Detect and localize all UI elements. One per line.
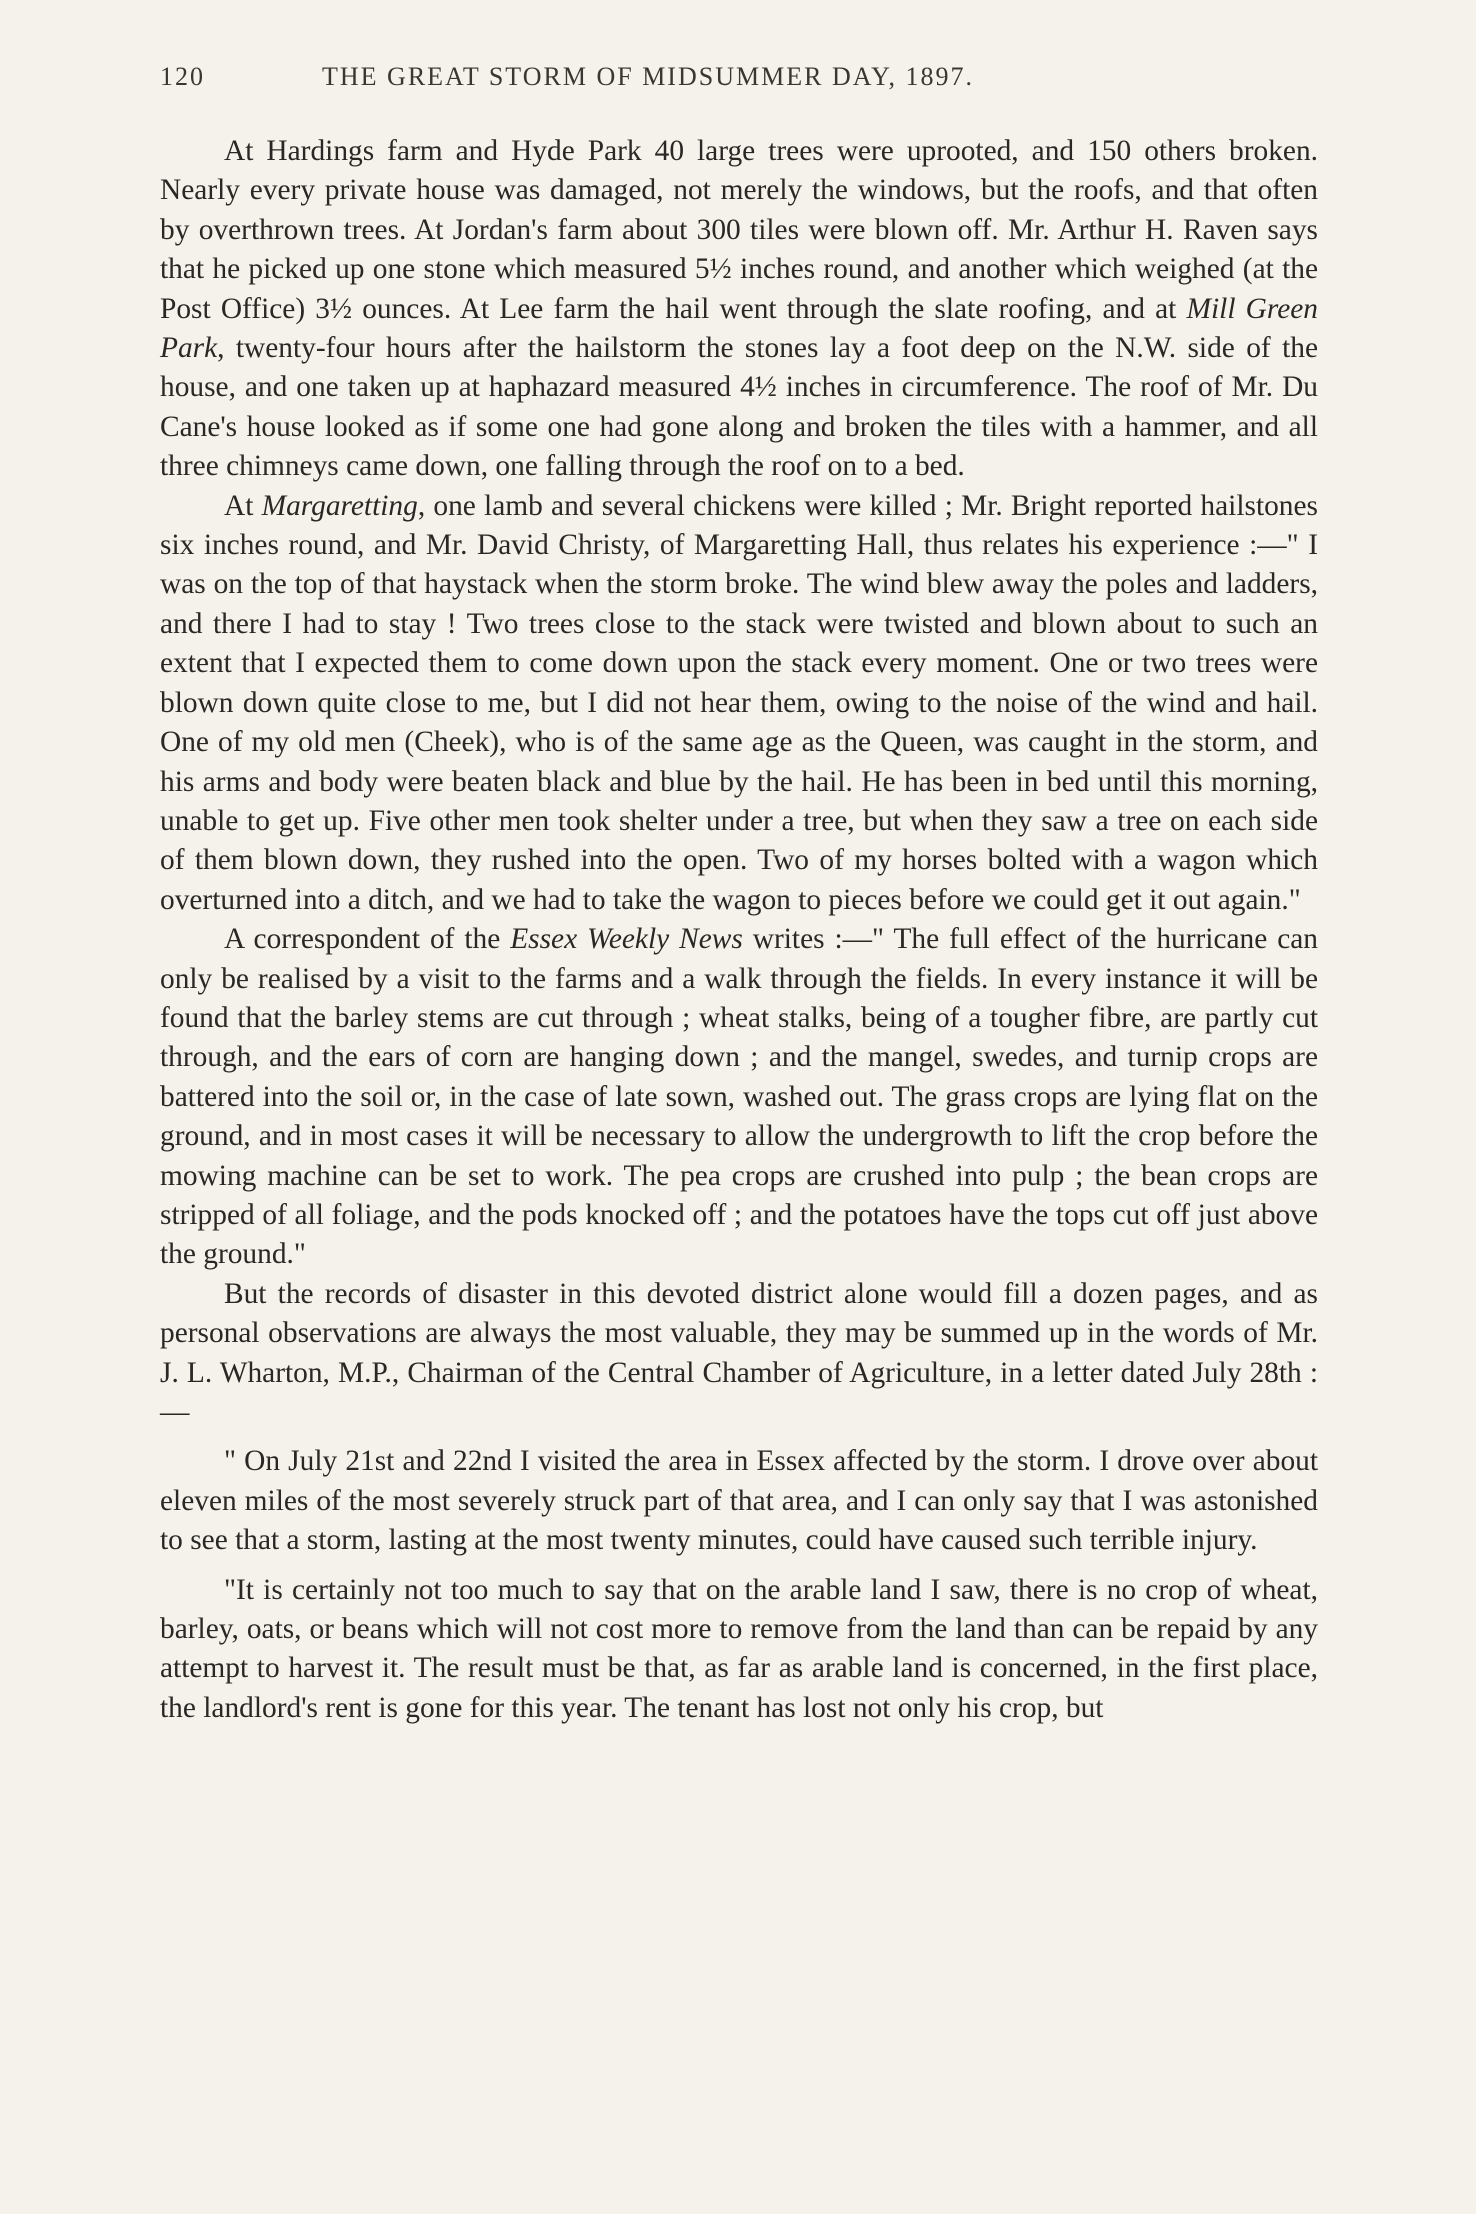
- page-number: 120: [160, 62, 205, 91]
- text-run: " On July 21st and 22nd I visited the area in Essex affected by the storm. I drove over about eleven miles of the most severely struck part of that area, and I can only say that I was astonished to see that a storm, lasting at the most twenty minutes, could have caused such terrible injury.: [160, 1445, 1318, 1557]
- paragraph: [160, 487, 1318, 920]
- italic-phrase: Mill Green Park: [160, 292, 1319, 365]
- text-run: But the records of disaster in this devoted district alone would fill a dozen pages, and as personal observations are always the most valuable, they may be summed up in the words of Mr. J. L. Wharton, M.P., Chairman of the Central Chamber of Agriculture, in a letter dated July 28th :—: [160, 1277, 1318, 1428]
- italic-phrase: Essex Weekly News: [510, 923, 743, 956]
- text-run: writes :—" The full effect of the hurricane can only be realised by a visit to the farms and a walk through the fields. In every instance it will be found that the barley stems are cut through ; wheat stalks, being of a tougher fibre, are partly cut through, and the ears of corn are hanging down ; and the mangel, swedes, and turnip crops are battered into the soil or, in the case of late sown, washed out. The grass crops are lying flat on the ground, and in most cases it will be necessary to allow the undergrowth to lift the crop before the mowing machine can be set to work. The pea crops are crushed into pulp ; the bean crops are stripped of all foliage, and the pods knocked off ; and the potatoes have the tops cut off just above the ground.": [160, 923, 1319, 1271]
- text-run: At Hardings farm and Hyde Park 40 large trees were uprooted, and 150 others broken. Nearly every private house was damaged, not merely the windows, but the roofs, and that often by overthrown trees. At Jordan's farm about 300 tiles were blown off. Mr. Arthur H. Raven says that he picked up one stone which measured 5½ inches round, and another which weighed (at the Post Office) 3½ ounces. At Lee farm the hail went through the slate roofing, and at: [160, 135, 1318, 325]
- paragraph: [160, 920, 1318, 1275]
- text-run: A correspondent of the: [224, 923, 511, 956]
- paragraph: [160, 1571, 1318, 1729]
- page-header: [160, 62, 1320, 102]
- text-run: , twenty-four hours after the hailstorm the stones lay a foot deep on the N.W. side of the house, and one taken up at haphazard measured 4½ inches in circumference. The roof of Mr. Du Cane's house looked as if some one had gone along and broken the tiles with a hammer, and all three chimneys came down, one falling through the roof on to a bed.: [160, 332, 1318, 483]
- body-text: [160, 132, 1318, 1728]
- paragraph: [160, 1275, 1318, 1433]
- text-run: At: [224, 489, 262, 522]
- italic-phrase: Margaretting: [261, 489, 418, 522]
- paragraph: [160, 1442, 1318, 1560]
- paragraph: [160, 132, 1318, 487]
- running-title: THE GREAT STORM OF MIDSUMMER DAY, 1897.: [322, 62, 975, 91]
- text-run: "It is certainly not too much to say that on the arable land I saw, there is no crop of wheat, barley, oats, or beans which will not cost more to remove from the land than can be repaid by any attempt to harvest it. The result must be that, as far as arable land is concerned, in the first place, the landlord's rent is gone for this year. The tenant has lost not only his crop, but: [160, 1573, 1318, 1724]
- text-run: , one lamb and several chickens were killed ; Mr. Bright reported hailstones six inches round, and Mr. David Christy, of Margaretting Hall, thus relates his experience :—" I was on the top of that haystack when the storm broke. The wind blew away the poles and ladders, and there I had to stay ! Two trees close to the stack were twisted and blown about to such an extent that I expected them to come down upon the stack every moment. One or two trees were blown down quite close to me, but I did not hear them, owing to the noise of the wind and hail. One of my old men (Cheek), who is of the same age as the Queen, was caught in the storm, and his arms and body were beaten black and blue by the hail. He has been in bed until this morning, unable to get up. Five other men took shelter under a tree, but when they saw a tree on each side of them blown down, they rushed into the open. Two of my horses bolted with a wagon which overturned into a ditch, and we had to take the wagon to pieces before we could get it out again.": [160, 489, 1318, 916]
